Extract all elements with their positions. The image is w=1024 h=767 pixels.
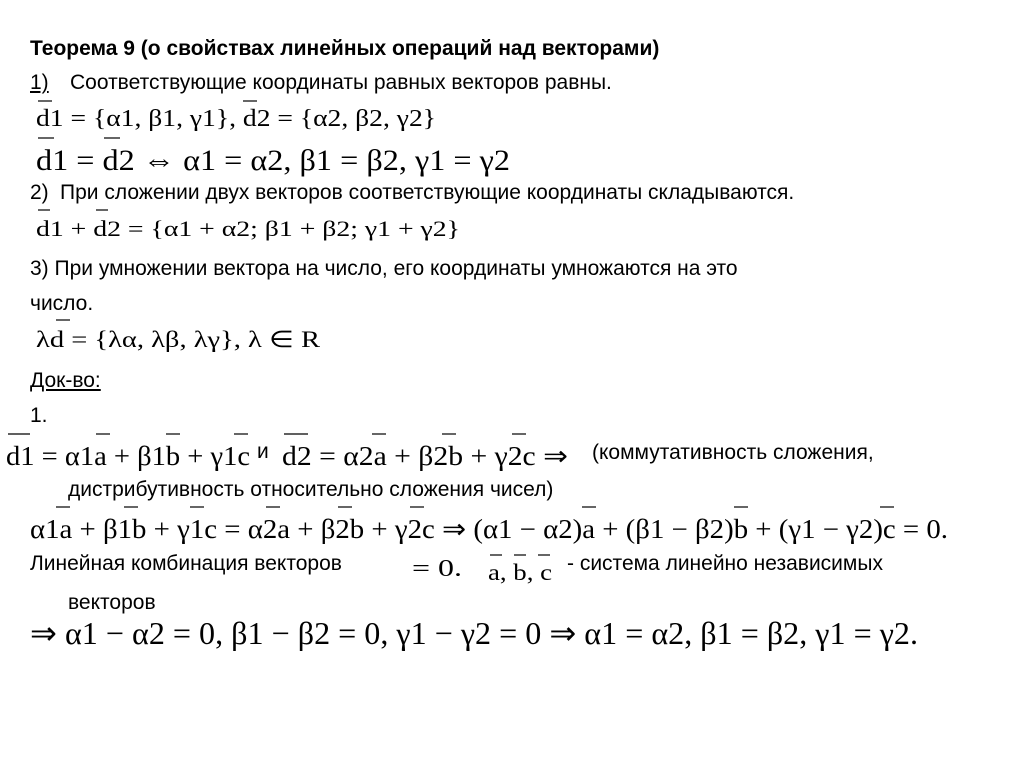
system-text: - система линейно независимых — [567, 552, 883, 575]
formula-f1 — [36, 101, 436, 132]
formula-f3 — [36, 210, 460, 241]
item3-line1: 3) При умножении вектора на число, его координаты умножаются на это — [30, 257, 738, 280]
proof-step: 1. — [30, 404, 48, 427]
comment-line2: дистрибутивность относительно сложения чисел) — [68, 478, 554, 501]
theorem-title: Теорема 9 (о свойствах линейных операций над векторами) — [30, 37, 660, 60]
system-text-2: векторов — [68, 591, 156, 614]
formula-f1-text: d1 = {α1, β1, γ1}, d2 = {α2, β2, γ2} — [36, 106, 436, 132]
formula-f4 — [36, 320, 321, 352]
formula-f4-text: λd = {λα, λβ, λγ}, λ ∈ R — [36, 327, 321, 352]
formula-f9 — [488, 555, 552, 585]
formula-f8-text: = 0. — [412, 556, 462, 582]
item2-text: При сложении двух векторов соответствующие координаты складываются. — [60, 181, 795, 204]
formula-f5 — [6, 434, 250, 471]
formula-f9-text: a, b, c — [488, 560, 552, 585]
formula-f7 — [30, 507, 948, 544]
item3-line2: число. — [30, 292, 94, 315]
and-word: и — [257, 440, 269, 463]
formula-f5-text: d1 = α1a + β1b + γ1c — [6, 441, 251, 471]
formula-f3-text: d1 + d2 = {α1 + α2; β1 + β2; γ1 + γ2} — [36, 216, 461, 241]
item1-number: 1) — [30, 71, 49, 94]
formula-f6-text: d2 = α2a + β2b + γ2c ⇒ — [282, 441, 568, 471]
combination-text: Линейная комбинация векторов — [30, 552, 342, 575]
formula-f2 — [36, 138, 510, 177]
item1-text: Соответствующие координаты равных векторов равны. — [70, 71, 612, 94]
comment-line1: (коммутативность сложения, — [592, 441, 874, 464]
formula-f6 — [282, 434, 568, 471]
item2-number: 2) — [30, 181, 49, 204]
formula-f10-text: ⇒ α1 − α2 = 0, β1 − β2 = 0, γ1 − γ2 = 0 ⇒ α1 = α2, β1 = β2, γ1 = γ2. — [30, 615, 918, 651]
formula-f7-text: α1a + β1b + γ1c = α2a + β2b + γ2c ⇒ (α1 − α2)a + (β1 − β2)b + (γ1 − γ2)c = 0. — [30, 514, 948, 544]
proof-label: Док-во: — [30, 369, 101, 392]
formula-f2-text: d1 = d2 ⇔ α1 = α2, β1 = β2, γ1 = γ2 — [36, 144, 511, 177]
